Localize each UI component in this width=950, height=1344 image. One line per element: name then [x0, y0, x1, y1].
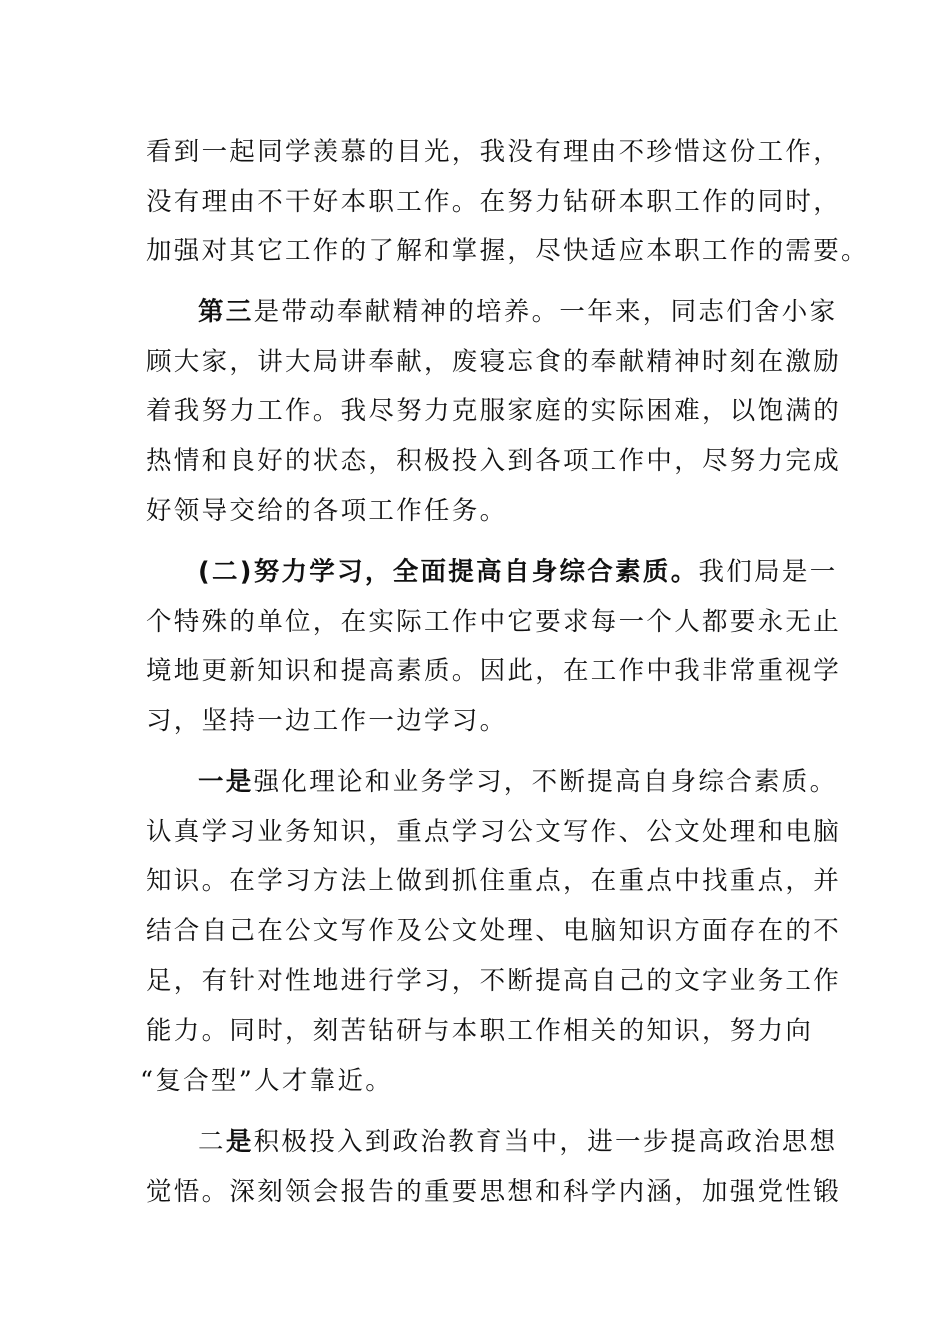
paragraph-5-lead-bold: 是: [225, 1127, 254, 1157]
paragraph-4-lead: 一是: [198, 767, 254, 797]
paragraph-3-line-2: 个特殊的单位，在实际工作中它要求每一个人都要永无止: [146, 607, 842, 637]
paragraph-1-line-3: 加强对其它工作的了解和掌握，尽快适应本职工作的需要。: [146, 236, 869, 266]
paragraph-5-lead-plain: 二: [198, 1127, 226, 1157]
paragraph-5-line-2: 觉悟。深刻领会报告的重要思想和科学内涵，加强党性锻: [146, 1177, 842, 1207]
paragraph-3-line-3: 境地更新知识和提高素质。因此，在工作中我非常重视学: [146, 656, 842, 686]
paragraph-2-lead: 第三: [198, 297, 254, 327]
paragraph-4-line-7: “复合型”人才靠近。: [140, 1066, 394, 1096]
paragraph-2-line-2: 顾大家，讲大局讲奉献，废寝忘食的奉献精神时刻在激励: [146, 347, 842, 377]
paragraph-2-first-rest: 是带动奉献精神的培养。一年来，同志们舍小家: [253, 297, 838, 327]
paragraph-4-line-1: [198, 756, 837, 808]
paragraph-2-line-4: 热情和良好的状态，积极投入到各项工作中，尽努力完成: [146, 446, 842, 476]
paragraph-1-line-2: 没有理由不干好本职工作。在努力钻研本职工作的同时，: [146, 187, 842, 217]
paragraph-4-line-4: 结合自己在公文写作及公文处理、电脑知识方面存在的不: [146, 916, 842, 946]
paragraph-1-line-1: 看到一起同学羡慕的目光，我没有理由不珍惜这份工作，: [146, 137, 842, 167]
paragraph-5-line-1: [198, 1116, 837, 1168]
paragraph-5-first-rest: 积极投入到政治教育当中，进一步提高政治思想: [253, 1127, 838, 1157]
paragraph-3-line-4: 习，坚持一边工作一边学习。: [146, 706, 508, 736]
paragraph-2-line-5: 好领导交给的各项工作任务。: [146, 496, 508, 526]
paragraph-2-line-3: 着我努力工作。我尽努力克服家庭的实际困难，以饱满的: [146, 396, 842, 426]
paragraph-4-line-6: 能力。同时，刻苦钻研与本职工作相关的知识，努力向: [146, 1016, 814, 1046]
paragraph-4-line-3: 知识。在学习方法上做到抓住重点，在重点中找重点，并: [146, 866, 842, 896]
paragraph-4-line-5: 足，有针对性地进行学习，不断提高自己的文字业务工作: [146, 966, 842, 996]
paragraph-4-line-2: 认真学习业务知识，重点学习公文写作、公文处理和电脑: [146, 817, 842, 847]
paragraph-2-line-1: [198, 286, 837, 338]
paragraph-3-line-1: [198, 546, 838, 598]
paragraph-4-first-rest: 强化理论和业务学习，不断提高自身综合素质。: [253, 767, 838, 797]
section-heading: (二)努力学习，全面提高自身综合素质。: [198, 557, 699, 587]
paragraph-3-first-rest: 我们局是一: [698, 557, 838, 587]
